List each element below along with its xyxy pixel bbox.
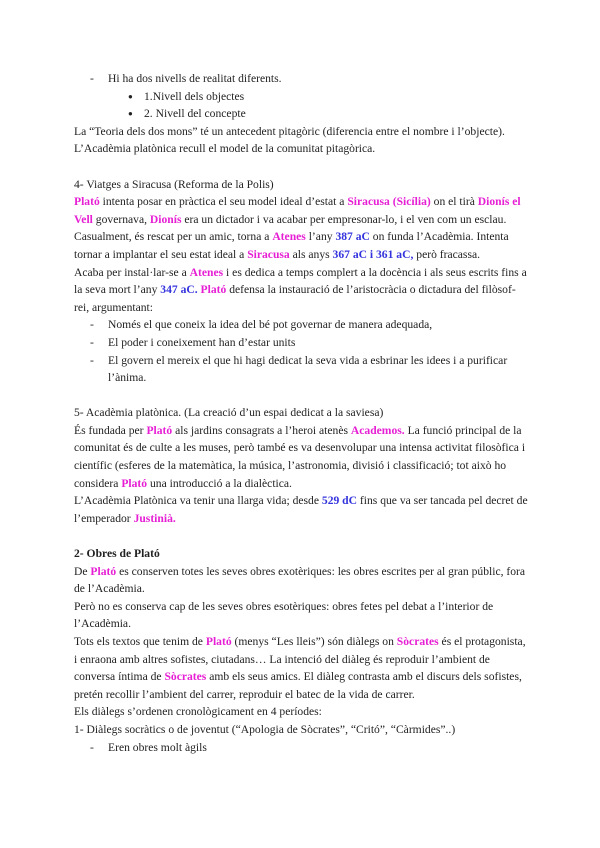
text-run: La funció principal de la comunitat és de culte a les muses, però també es va desenvolupar una intensa activitat filosòfica i científic (esferes de la matemàtica, la música, l’astronomia, divisió i classificació; tot això ho considera <box>74 423 526 490</box>
highlight-name: Dionís <box>149 212 182 226</box>
paragraph <box>74 422 529 492</box>
highlight-date: 347 aC. <box>160 283 198 297</box>
text-run: defensa la instauració de l’aristocràcia o dictadura del filòsof-rei, argumentant: <box>74 283 516 314</box>
highlight-name: Siracusa <box>247 247 290 261</box>
text-run: fins que va ser tancada pel decret de l’emperador <box>74 494 528 525</box>
highlight-name: Plató <box>200 283 227 297</box>
highlight-name: Plató <box>146 423 173 437</box>
highlight-date: 387 aC <box>335 230 370 244</box>
text-run: (menys “Les lleis”) són diàlegs on <box>231 635 397 648</box>
section-heading: 2- Obres de Plató <box>74 547 160 561</box>
paragraph <box>74 264 529 317</box>
text-run: però fracassa. <box>413 247 480 261</box>
highlight-name: Academos. <box>350 423 405 437</box>
highlight-date: 367 aC i 361 aC, <box>332 247 414 261</box>
sec2-list <box>74 739 529 757</box>
levels-bullet-list <box>74 88 529 123</box>
highlight-name: Atenes <box>272 230 306 244</box>
list-item: - Eren obres molt àgils <box>74 739 529 757</box>
paragraph <box>74 633 529 703</box>
highlight-name: Sòcrates <box>396 635 439 648</box>
text-run: De <box>74 564 91 578</box>
paragraph <box>74 703 529 721</box>
highlight-name: Sòcrates <box>164 670 207 684</box>
paragraph <box>74 492 529 527</box>
list-item: - Només el que coneix la idea del bé pot governar de manera adequada, <box>74 316 529 334</box>
highlight-name: Justinià. <box>133 511 176 525</box>
text-run: intenta posar en pràctica el seu model ideal d’estat a <box>99 195 348 209</box>
list-item: ● 2. Nivell del concepte <box>74 105 529 123</box>
sec4-list <box>74 316 529 386</box>
text-run: amb els seus amics. El diàleg contrasta amb el discurs dels sofistes, pretén recollir l’ambient del carrer, reproduir el batec de la vida de carrer. <box>74 670 522 701</box>
list-item: - El govern el mereix el que hi hagi dedicat la seva vida a esbrinar les idees i a purificar l’ànima. <box>74 352 529 387</box>
paragraph <box>74 721 529 739</box>
paragraph <box>74 123 529 158</box>
section-heading: 4- Viatges a Siracusa (Reforma de la Polis) <box>74 177 274 191</box>
highlight-name: Dionís el Vell <box>74 195 521 226</box>
text-run: una introducció a la dialèctica. <box>147 476 292 490</box>
text-run: es conserven totes les seves obres exotèriques: les obres escrites per al gran públic, fora de l’Acadèmia. <box>74 564 526 596</box>
text-run: és el protagonista, i enraona amb altres sofistes, ciutadans… La intenció del diàleg és reproduir l’ambient de conversa íntima de <box>74 635 526 684</box>
text-run: governava, <box>92 212 150 226</box>
highlight-name: Siracusa (Sicília) <box>347 195 431 209</box>
text-run: on el tirà <box>430 195 478 209</box>
text-run: 1- Diàlegs socràtics o de joventut (“Apologia de Sòcrates”, “Critó”, “Càrmides”..) <box>74 722 456 736</box>
list-item: - El poder i coneixement han d’estar units <box>74 334 529 352</box>
text-run: Acaba per instal·lar-se a <box>74 265 190 279</box>
intro-dash-list <box>74 70 529 88</box>
text-run: i es dedica a temps complert a la docència i als seus escrits fins a la seva mort l’any <box>74 265 527 297</box>
highlight-name: Plató <box>205 635 232 648</box>
list-item: - Hi ha dos nivells de realitat diferents. <box>74 70 529 88</box>
list-item: ● 1.Nivell dels objectes <box>74 88 529 106</box>
text-run: Tots els textos que tenim de <box>74 635 206 648</box>
paragraph <box>74 563 529 598</box>
text-run: era un dictador i va acabar per empresonar-lo, i el ven com un esclau. Casualment, és rescat per un amic, torna a <box>74 212 507 244</box>
highlight-name: Plató <box>90 564 117 578</box>
section-heading: 5- Acadèmia platònica. (La creació d’un espai dedicat a la saviesa) <box>74 406 384 420</box>
text-run: Els diàlegs s’ordenen cronològicament en 4 períodes: <box>74 705 322 719</box>
highlight-name: Plató <box>74 195 100 209</box>
text-run: als jardins consagrats a l’heroi atenès <box>172 423 351 437</box>
document-page <box>74 70 529 756</box>
highlight-name: Atenes <box>189 265 224 279</box>
text-run: La “Teoria dels dos mons” té un antecedent pitagòric (diferencia entre el nombre i l’objecte). L’Acadèmia platònica recull el model de la comunitat pitagòrica. <box>74 124 505 156</box>
paragraph <box>74 193 529 263</box>
text-run: on funda l’Acadèmia. Intenta tornar a implantar el seu estat ideal a <box>74 230 509 261</box>
highlight-name: Plató <box>121 476 148 490</box>
text-run: És fundada per <box>74 423 147 437</box>
text-run: L’Acadèmia Platònica va tenir una llarga vida; desde <box>74 494 322 508</box>
paragraph <box>74 598 529 633</box>
highlight-date: 529 dC <box>321 494 358 508</box>
text-run: l’any <box>305 230 336 244</box>
text-run: als anys <box>289 247 333 261</box>
text-run: Però no es conserva cap de les seves obres esotèriques: obres fetes pel debat a l’interior de l’Acadèmia. <box>74 599 494 631</box>
